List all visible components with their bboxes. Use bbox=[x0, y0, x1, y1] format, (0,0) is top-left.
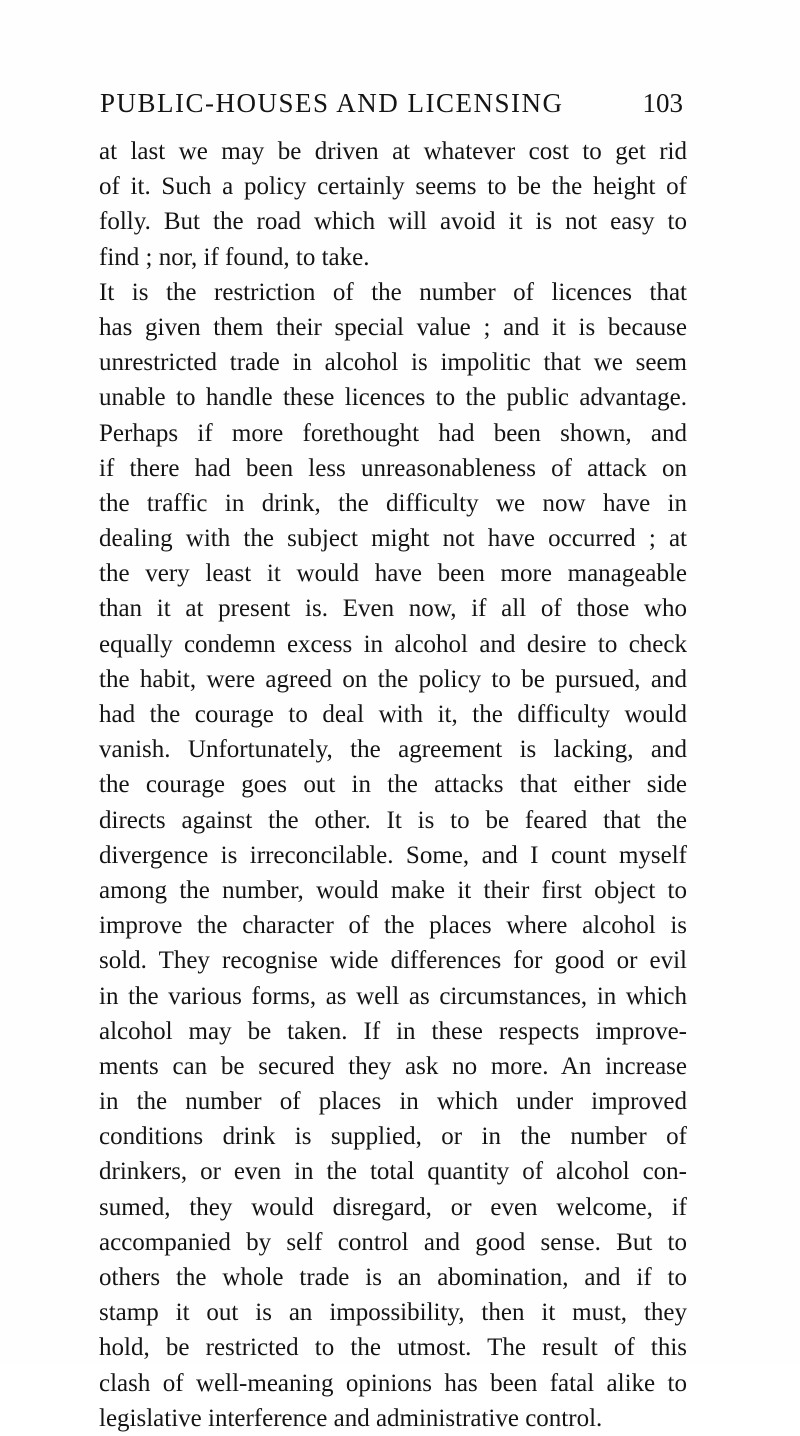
text-line: stamp it out is an impossibility, then it must, they bbox=[99, 1299, 687, 1327]
text-line: unrestricted trade in alcohol is impolitic that we seem bbox=[99, 349, 687, 377]
text-line: the courage goes out in the attacks that either side bbox=[99, 771, 687, 799]
text-line: legislative interference and administrative control. bbox=[99, 1404, 603, 1432]
text-line: among the number, would make it their first object to bbox=[99, 876, 687, 904]
text-line: at last we may be driven at whatever cost to get rid bbox=[99, 138, 687, 165]
text-line: accompanied by self control and good sense. But to bbox=[99, 1228, 687, 1256]
text-line: in the various forms, as well as circumstances, in which bbox=[99, 982, 687, 1010]
page-number: 103 bbox=[642, 88, 683, 118]
text-line: the traffic in drink, the difficulty we now have in bbox=[99, 489, 687, 517]
text-line: ments can be secured they ask no more. An increase bbox=[99, 1052, 687, 1080]
text-line: had the courage to deal with it, the difficulty would bbox=[99, 701, 687, 728]
text-line: alcohol may be taken. If in these respects improve- bbox=[99, 1017, 687, 1045]
text-line: the very least it would have been more manageable bbox=[99, 560, 687, 588]
text-line: the habit, were agreed on the policy to be pursued, and bbox=[99, 665, 687, 693]
text-line: It is the restriction of the number of licences that bbox=[99, 278, 687, 306]
text-line: others the whole trade is an abomination, and if to bbox=[99, 1264, 687, 1291]
text-line: if there had been less unreasonableness of attack on bbox=[99, 454, 687, 482]
text-line: dealing with the subject might not have occurred ; at bbox=[99, 525, 687, 553]
text-line: sold. They recognise wide differences for good or evil bbox=[99, 947, 687, 975]
text-line: in the number of places in which under improved bbox=[99, 1088, 687, 1116]
text-line: hold, be restricted to the utmost. The result of this bbox=[99, 1334, 687, 1362]
text-line: vanish. Unfortunately, the agreement is lacking, and bbox=[99, 736, 687, 764]
text-line: sumed, they would disregard, or even welcome, if bbox=[99, 1193, 687, 1221]
text-line: conditions drink is supplied, or in the number of bbox=[99, 1123, 687, 1151]
text-line: equally condemn excess in alcohol and desire to check bbox=[99, 630, 687, 658]
text-line: clash of well-meaning opinions has been fatal alike to bbox=[99, 1369, 687, 1397]
text-line: unable to handle these licences to the public advantage. bbox=[99, 384, 687, 412]
text-line: than it at present is. Even now, if all of those who bbox=[99, 595, 687, 623]
text-line: folly. But the road which will avoid it is not easy to bbox=[99, 208, 687, 236]
running-head bbox=[100, 88, 683, 128]
text-line: Perhaps if more forethought had been shown, and bbox=[99, 419, 687, 447]
text-line: improve the character of the places where alcohol is bbox=[99, 912, 687, 940]
text-line: drinkers, or even in the total quantity of alcohol con- bbox=[99, 1158, 687, 1186]
text-line: divergence is irreconcilable. Some, and I count myself bbox=[99, 841, 687, 869]
text-line: directs against the other. It is to be feared that the bbox=[99, 806, 687, 834]
text-line: of it. Such a policy certainly seems to be the height of bbox=[99, 173, 687, 201]
body-text bbox=[99, 134, 687, 1436]
text-line: find ; nor, if found, to take. bbox=[99, 243, 370, 271]
text-line: has given them their special value ; and it is because bbox=[99, 313, 687, 341]
running-head-title: PUBLIC-HOUSES AND LICENSING bbox=[100, 88, 564, 118]
